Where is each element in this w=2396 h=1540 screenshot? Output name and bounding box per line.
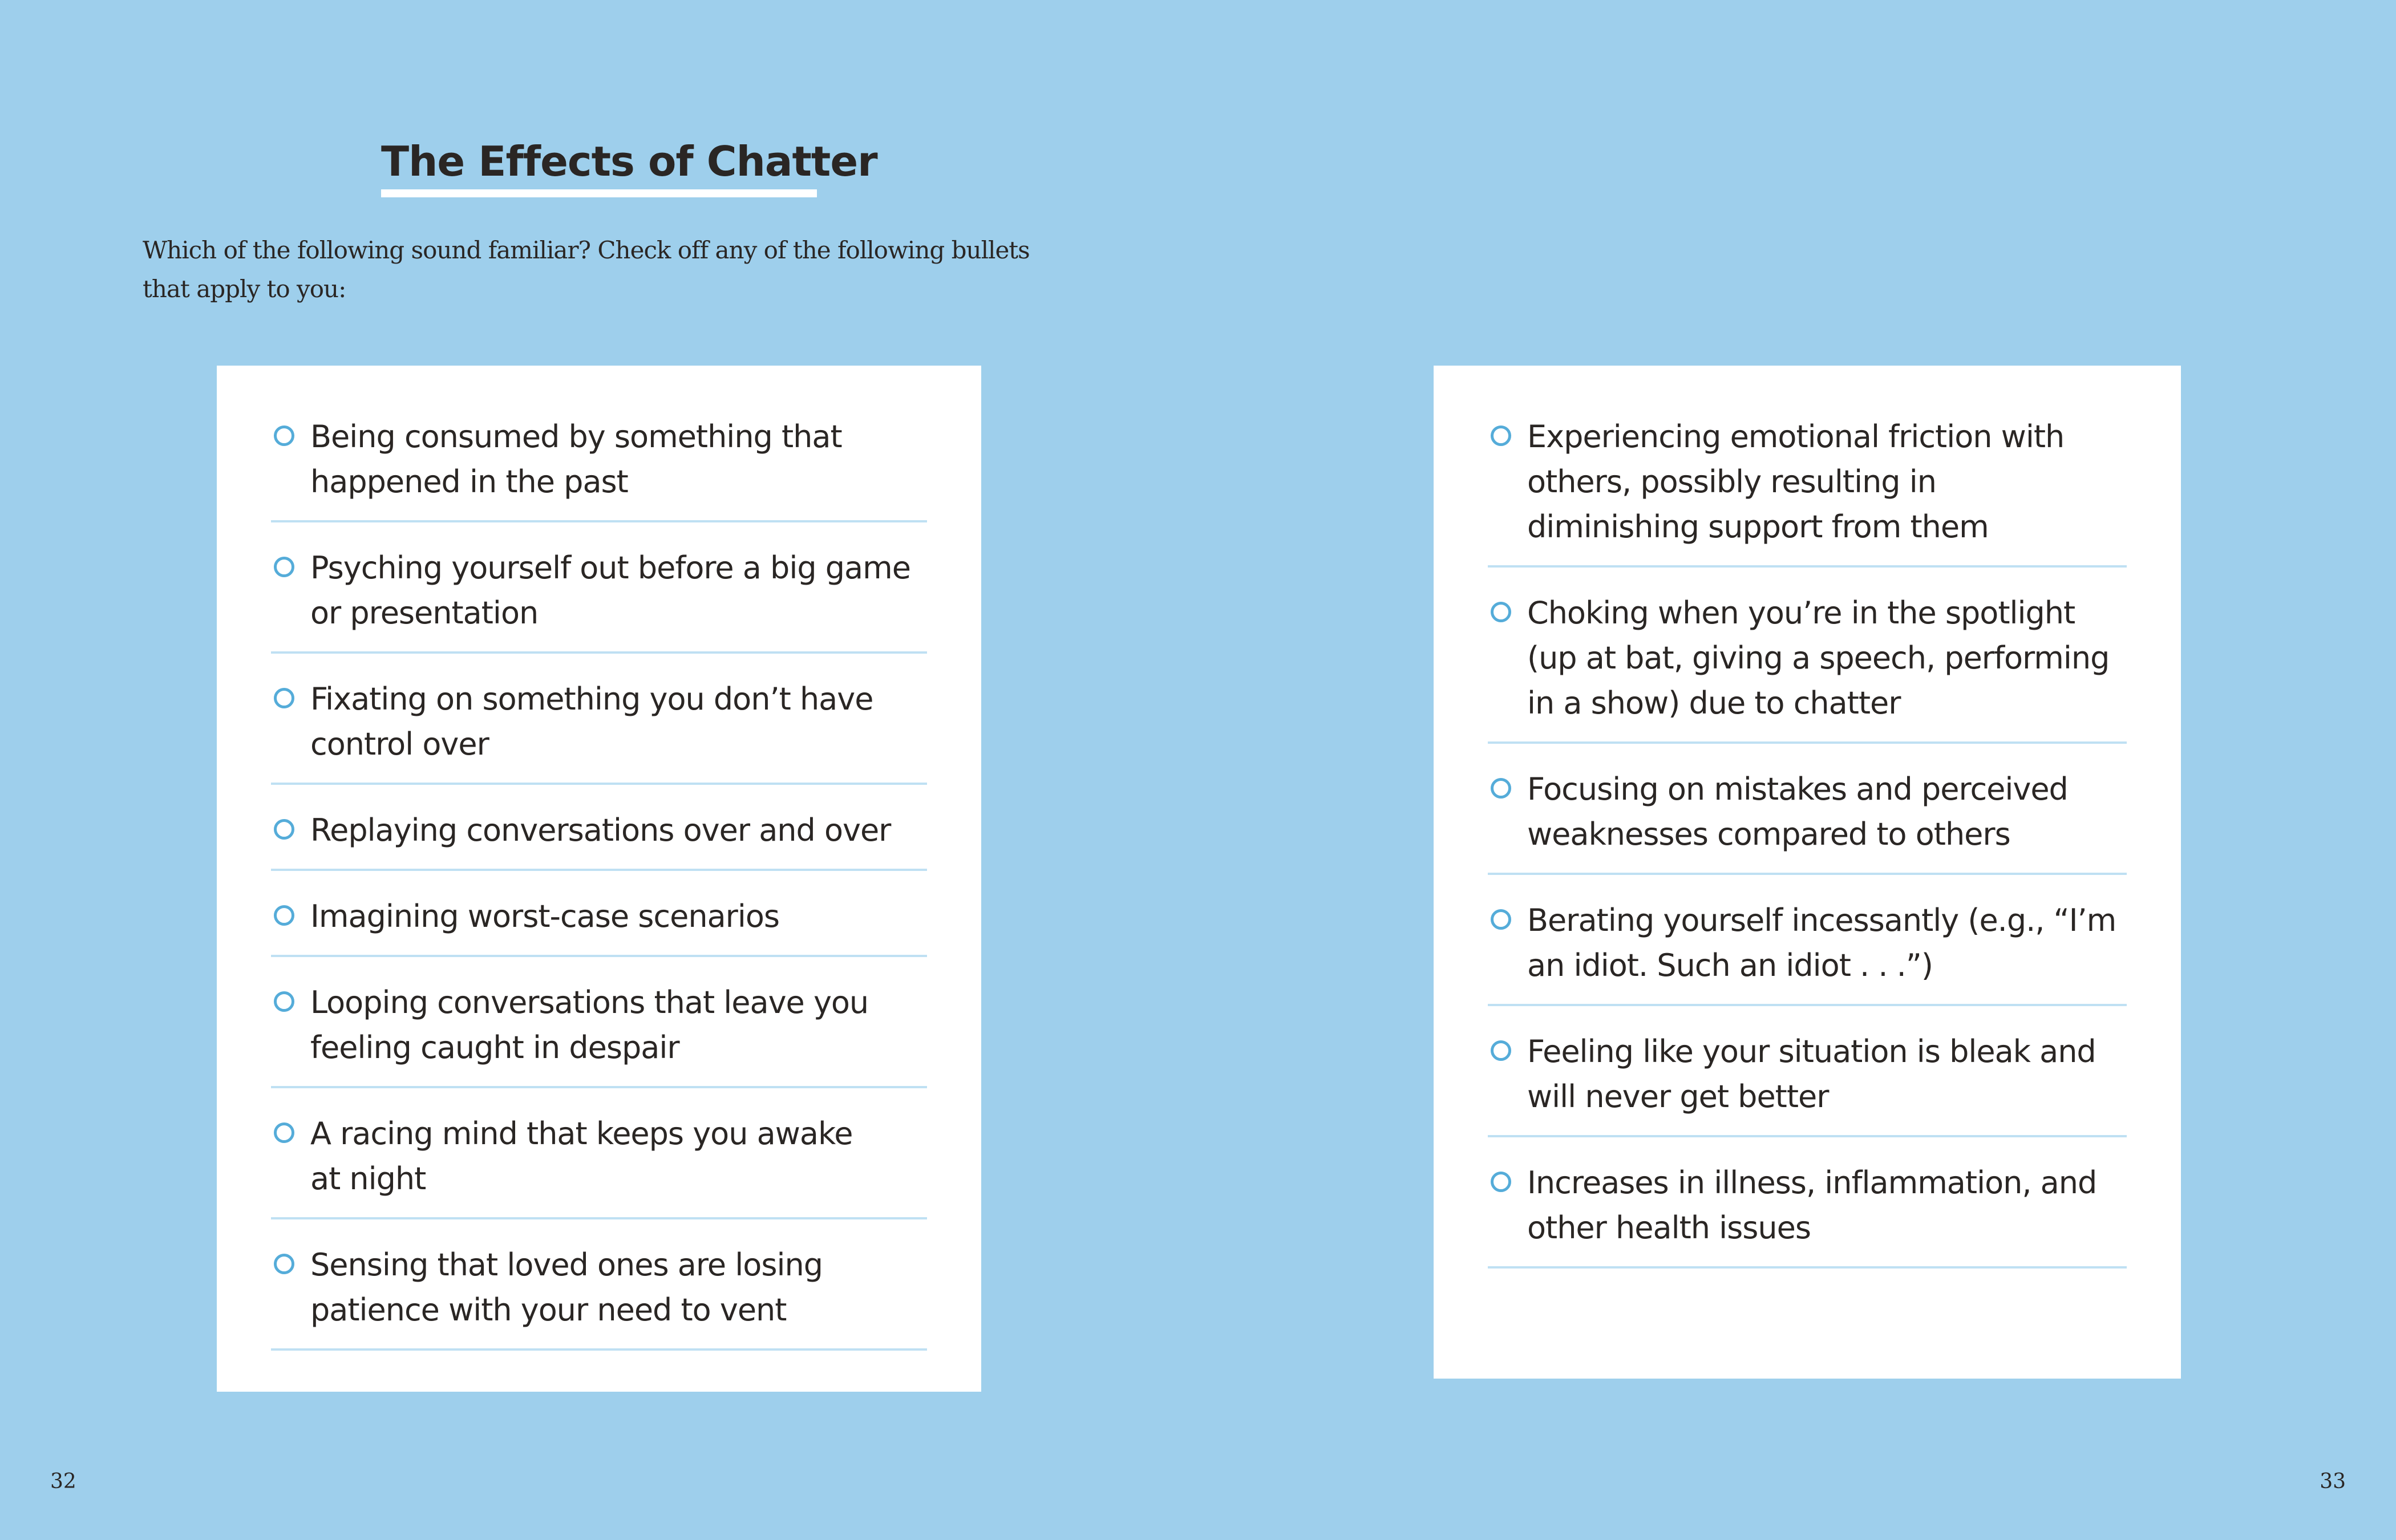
checklist-item-label: Focusing on mistakes and perceived weaknesses compared to others [1527,771,2068,852]
checklist-item[interactable] [271,1111,927,1219]
checklist-item[interactable] [1488,414,2127,568]
checklist-item-label: Imagining worst-case scenarios [310,898,780,934]
checkbox-circle-icon[interactable] [1491,778,1511,799]
checklist-card-right [1434,366,2181,1379]
checklist-item-label: Replaying conversations over and over [310,812,891,848]
checklist-item[interactable] [271,894,927,957]
checklist-item[interactable] [271,808,927,871]
checklist-item[interactable] [1488,1029,2127,1137]
checklist-item-label: Berating yourself incessantly (e.g., “I’m an idiot. Such an idiot . . .”) [1527,902,2116,983]
page-title: The Effects of Chatter [381,137,877,185]
checklist-item-label: Choking when you’re in the spotlight (up at bat, giving a speech, performing in a show) due to chatter [1527,595,2110,721]
checkbox-circle-icon[interactable] [1491,425,1511,446]
checkbox-circle-icon[interactable] [274,557,294,577]
checklist-right [1488,414,2127,1269]
checkbox-circle-icon[interactable] [274,991,294,1012]
page-number-left: 32 [50,1470,76,1493]
checkbox-circle-icon[interactable] [1491,1040,1511,1061]
checklist-item[interactable] [1488,590,2127,744]
checklist-item-label: Feeling like your situation is bleak and will never get better [1527,1034,2096,1115]
checklist-card-left [217,366,981,1392]
checklist-item-label: Sensing that loved ones are losing patience with your need to vent [310,1247,823,1328]
checklist-item[interactable] [271,980,927,1088]
intro-text: Which of the following sound familiar? Check off any of the following bullets that apply to you: [143,236,1030,303]
checklist-item-label: A racing mind that keeps you awake at night [310,1116,853,1197]
checkbox-circle-icon[interactable] [274,425,294,446]
checkbox-circle-icon[interactable] [1491,909,1511,930]
checklist-item[interactable] [1488,898,2127,1006]
checklist-item-label: Psyching yourself out before a big game or presentation [310,550,910,631]
checkbox-circle-icon[interactable] [274,1122,294,1143]
checkbox-circle-icon[interactable] [274,688,294,708]
checklist-item-label: Being consumed by something that happened in the past [310,419,842,500]
checkbox-circle-icon[interactable] [1491,602,1511,622]
checklist-left [271,414,927,1351]
checklist-item[interactable] [271,414,927,522]
checklist-item[interactable] [271,676,927,785]
checkbox-circle-icon[interactable] [274,819,294,840]
checkbox-circle-icon[interactable] [274,905,294,926]
checklist-item[interactable] [1488,767,2127,875]
checklist-item-label: Fixating on something you don’t have control over [310,681,873,762]
checklist-item[interactable] [1488,1160,2127,1269]
checkbox-circle-icon[interactable] [1491,1172,1511,1192]
page-number-right: 33 [2320,1470,2346,1493]
checklist-item[interactable] [271,545,927,654]
checklist-item-label: Experiencing emotional friction with others, possibly resulting in diminishing support from them [1527,419,2065,545]
checklist-item-label: Increases in illness, inflammation, and other health issues [1527,1165,2097,1246]
title-underline [381,189,817,197]
checklist-item[interactable] [271,1242,927,1351]
checklist-item-label: Looping conversations that leave you feeling caught in despair [310,984,869,1065]
checkbox-circle-icon[interactable] [274,1254,294,1274]
